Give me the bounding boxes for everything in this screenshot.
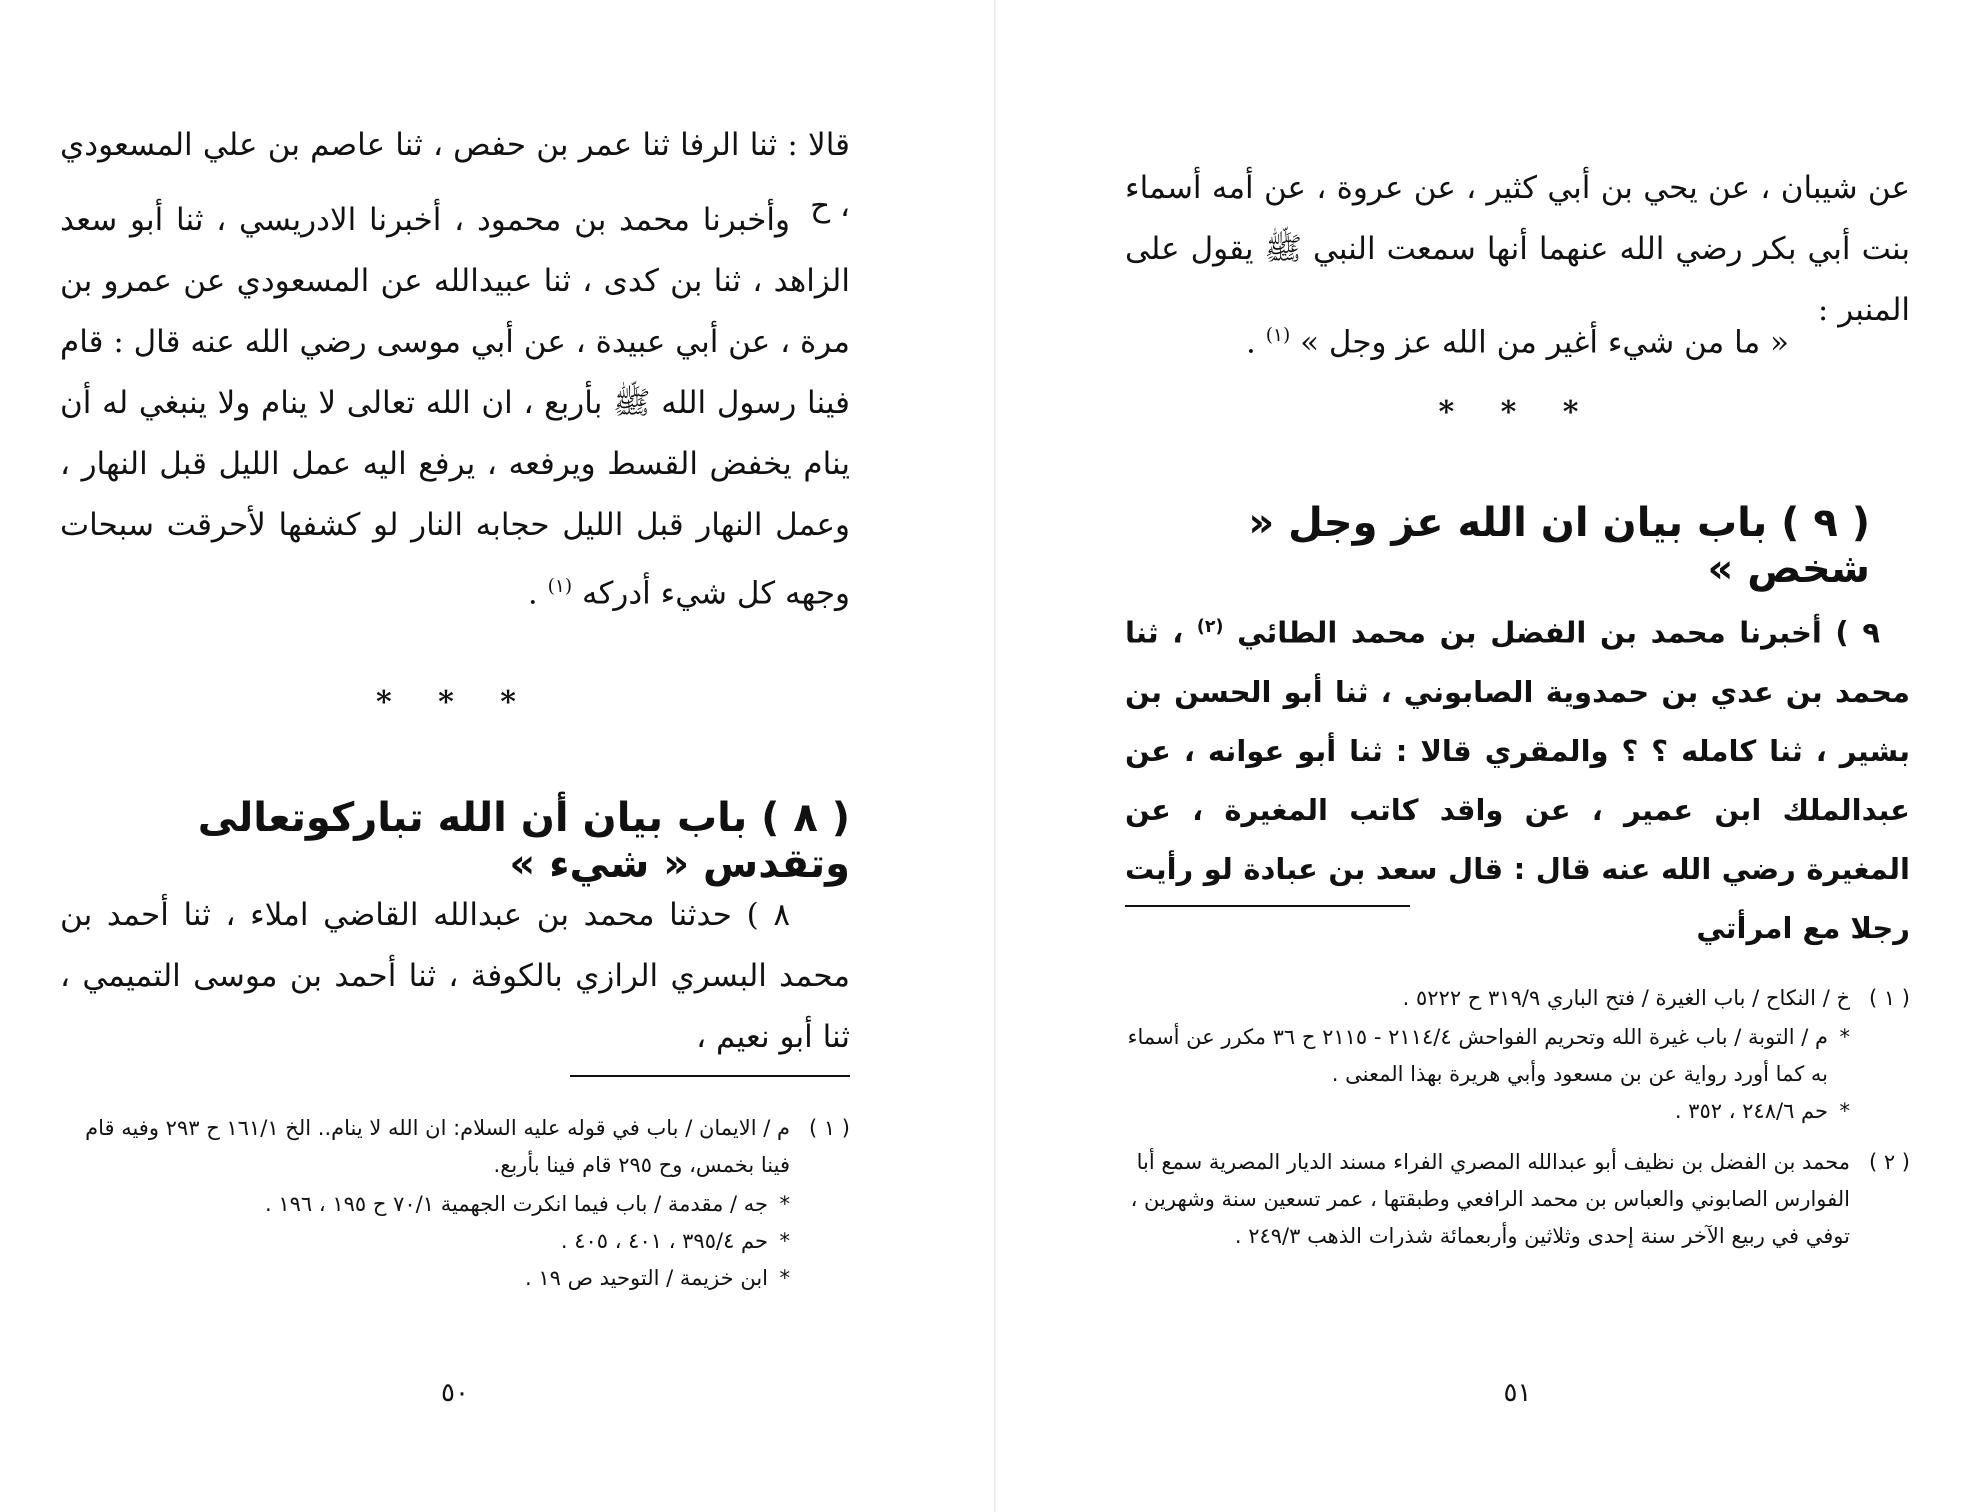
- left-section-stars: * * *: [376, 685, 534, 720]
- right-hadith-9-start: ٩ ) أخبرنا محمد بن الفضل بن محمد الطائي: [1237, 615, 1881, 650]
- page-left: [60, 0, 850, 1512]
- right-hadith-9-note: (٢): [1196, 617, 1224, 637]
- right-hadith-9-rest: ، ثنا محمد بن عدي بن حمدوية الصابوني ، ثنا أبو الحسن بن بشير ، ثنا كامله ؟ ؟ والمقري قالا : ثنا أبو عوانه ، عن عبدالملك ابن عمير ، عن واقد كاتب المغيرة ، عن المغيرة رضي الله عنه قال : قال سعد بن عبادة لو رأيت رجلا مع امرأتي: [1125, 615, 1910, 945]
- right-quote-block: [1125, 305, 1910, 373]
- right-footnote-1-sub-1: [1125, 1019, 1910, 1093]
- bullet-icon: *: [779, 1266, 790, 1290]
- left-footnotes: [60, 1110, 850, 1297]
- right-quote: [1125, 305, 1910, 373]
- page-right: [1125, 0, 1910, 1512]
- left-footnote-1-sub-2: [60, 1223, 850, 1260]
- footnote-sub-text: جه / مقدمة / باب فيما انكرت الجهمية ٧٠/١ ح ١٩٥ ، ١٩٦ .: [265, 1192, 768, 1216]
- right-quote-end: .: [1245, 324, 1266, 361]
- footnote-mark: ( ١ ): [1868, 986, 1910, 1010]
- right-section-heading: ( ٩ ) باب بيان ان الله عز وجل « شخص »: [1248, 500, 1870, 592]
- right-footnote-2: [1125, 1144, 1910, 1255]
- right-quote-text: « ما من شيء أغير من الله عز وجل »: [1300, 324, 1789, 361]
- left-page-number: ٥٠: [441, 1378, 469, 1408]
- right-footnote-1: [1125, 980, 1910, 1017]
- left-body-paragraph: [60, 190, 850, 624]
- left-opening-line: قالا : ثنا الرفا ثنا عمر بن حفص ، ثنا عاصم بن علي المسعودي ، ح: [60, 127, 851, 224]
- footnote-mark: ( ١ ): [808, 1116, 850, 1140]
- left-footnote-1-sub-3: [60, 1260, 850, 1297]
- footnote-text: خ / النكاح / باب الغيرة / فتح الباري ٣١٩/٩ ح ٥٢٢٢ .: [1402, 986, 1850, 1010]
- left-paragraph-1: [60, 190, 850, 624]
- left-section-heading: ( ٨ ) باب بيان أن الله تباركوتعالى وتقدس « شيء »: [197, 795, 850, 887]
- right-footnotes: [1125, 980, 1910, 1257]
- left-paragraph-1-end: .: [527, 575, 548, 612]
- right-quote-note: (١): [1265, 325, 1291, 346]
- right-page-number: ٥١: [1503, 1378, 1532, 1408]
- bullet-icon: *: [1839, 1099, 1850, 1123]
- footnote-sub-text: حم ٣٩٥/٤ ، ٤٠١ ، ٤٠٥ .: [560, 1229, 768, 1253]
- left-hadith-8-block: [60, 885, 850, 1068]
- left-paragraph-1-note: (١): [547, 576, 573, 597]
- left-footnote-1-sub-1: [60, 1186, 850, 1223]
- footnote-sub-text: حم ٢٤٨/٦ ، ٣٥٢ .: [1674, 1099, 1828, 1123]
- bullet-icon: *: [779, 1192, 790, 1216]
- right-footnote-rule: [1125, 905, 1410, 907]
- left-paragraph-1-text: وأخبرنا محمد بن محمود ، أخبرنا الادريسي ، ثنا أبو سعد الزاهد ، ثنا بن كدى ، ثنا عبيدالله عن المسعودي عن عمرو بن مرة ، عن أبي عبيدة ، عن أبي موسى رضي الله عنه قال : قام فينا رسول الله ﷺ بأربع ، ان الله تعالى لا ينام ولا ينبغي له أن ينام يخفض القسط ويرفعه ، يرفع اليه عمل الليل قبل النهار ، وعمل النهار قبل الليل حجابه النار لو كشفها لأحرقت سبحات وجهه كل شيء أدركه: [60, 202, 850, 612]
- left-hadith-8: ٨ ) حدثنا محمد بن عبدالله القاضي املاء ، ثنا أحمد بن محمد البسري الرازي بالكوفة ، ثنا أحمد بن موسى التميمي ، ثنا أبو نعيم ،: [60, 897, 850, 1055]
- right-section-stars: * * *: [1438, 395, 1597, 430]
- bullet-icon: *: [1839, 1025, 1850, 1049]
- footnote-text: محمد بن الفضل بن نظيف أبو عبدالله المصري الفراء مسند الديار المصرية سمع أبا الفوارس الصابوني والعباس بن محمد الرافعي وطبقتها ، عمر تسعين سنة وشهرين ، توفي في ربيع الآخر سنة إحدى وثلاثين وأربعمائة شذرات الذهب ٢٤٩/٣ .: [1130, 1150, 1850, 1248]
- right-footnote-1-sub-2: [1125, 1093, 1910, 1130]
- bullet-icon: *: [779, 1229, 790, 1253]
- footnote-sub-text: م / التوبة / باب غيرة الله وتحريم الفواحش ٢١١٤/٤ - ٢١١٥ ح ٣٦ مكرر عن أسماء به كما أورد رواية عن بن مسعود وأبي هريرة بهذا المعنى .: [1127, 1025, 1828, 1086]
- footnote-text: م / الايمان / باب في قوله عليه السلام: ان الله لا ينام.. الخ ١٦١/١ ح ٢٩٣ وفيه قام فينا بخمس، وح ٢٩٥ قام فينا بأربع.: [85, 1116, 790, 1177]
- right-paragraph-1: عن شيبان ، عن يحي بن أبي كثير ، عن عروة ، عن أمه أسماء بنت أبي بكر رضي الله عنهما أنها سمعت النبي ﷺ يقول على المنبر :: [1125, 170, 1910, 328]
- footnote-mark: ( ٢ ): [1868, 1150, 1910, 1174]
- right-hadith-9-block: [1125, 598, 1910, 958]
- book-gutter: [994, 0, 996, 1512]
- footnote-sub-text: ابن خزيمة / التوحيد ص ١٩ .: [525, 1266, 768, 1290]
- left-footnote-1: [60, 1110, 850, 1184]
- right-hadith-9: [1125, 598, 1910, 958]
- left-footnote-rule: [570, 1075, 850, 1077]
